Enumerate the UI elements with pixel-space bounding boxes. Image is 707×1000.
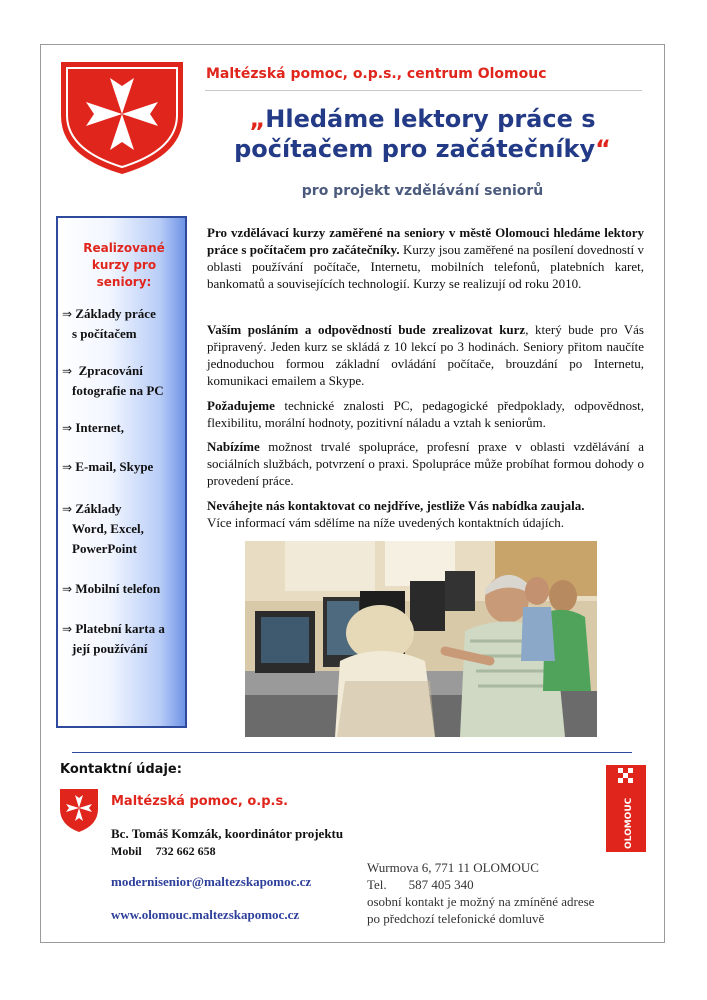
contact-divider [72, 752, 632, 753]
sidebar-title-line-3: seniory: [96, 275, 152, 289]
arrow-icon: ⇒ [62, 582, 73, 596]
paragraph-requirements-text: technické znalosti PC, pedagogické předpoklady, odpovědnost, flexibilitu, morální hodnoty, pozitivní náladu a vztah k seniorům. [207, 398, 644, 430]
sidebar-item-label: Platební karta a [75, 621, 165, 636]
sidebar-item-mobile-phone [62, 579, 160, 599]
olomouc-city-logo [606, 765, 646, 852]
headline-close-quote: “ [595, 135, 611, 163]
sidebar-item-computer-basics [62, 304, 156, 344]
headline-open-quote: „ [249, 105, 266, 133]
contact-organization: Maltézská pomoc, o.p.s. [111, 794, 289, 809]
mobile-number: 732 662 658 [155, 844, 216, 858]
maltese-cross-shield-logo [57, 58, 187, 176]
arrow-icon: ⇒ [62, 502, 73, 516]
contact-note-line-2: po předchozí telefonické domluvě [367, 911, 545, 926]
paragraph-offer-bold: Nabízíme [207, 439, 260, 454]
sidebar-item-label: Zpracování [78, 363, 143, 378]
sidebar-item-label: E-mail, Skype [75, 459, 154, 474]
paragraph-requirements [207, 397, 644, 431]
sidebar-item-payment-card [62, 619, 165, 659]
subheading: pro projekt vzdělávání seniorů [301, 183, 544, 199]
contact-address: Wurmova 6, 771 11 OLOMOUC [367, 860, 539, 875]
contact-address-block [367, 859, 594, 927]
paragraph-call-to-action [207, 497, 644, 531]
sidebar-item-photo-editing [62, 361, 164, 401]
olomouc-logo-text: OLOMOUC [624, 797, 634, 849]
header-divider [205, 90, 642, 91]
arrow-icon: ⇒ [62, 421, 73, 435]
paragraph-requirements-bold: Požadujeme [207, 398, 275, 413]
sidebar-item-label: Základy [75, 501, 122, 516]
sidebar-item-office [62, 499, 144, 559]
sidebar-item-label: fotografie na PC [72, 383, 164, 398]
contact-note-line-1: osobní kontakt je možný na zmíněné adrese [367, 894, 595, 909]
paragraph-cta-text: Více informací vám sdělíme na níže uvedených kontaktních údajích. [207, 515, 565, 530]
headline [200, 104, 645, 164]
headline-line-2: počítačem pro začátečníky [234, 135, 596, 163]
organization-title: Maltézská pomoc, o.p.s., centrum Olomouc [206, 66, 547, 82]
paragraph-offer [207, 438, 644, 489]
arrow-icon: ⇒ [62, 307, 73, 321]
sidebar-item-label: PowerPoint [72, 541, 137, 556]
paragraph-offer-text: možnost trvalé spolupráce, profesní praxe v oblasti vzdělávání a sociálních službách, potvrzení o praxi. Spolupráce může probíhat formou dohody o provedení práce. [207, 439, 644, 488]
paragraph-mission-text: , který bude pro Vás připravený. Jeden kurz se skládá z 10 lekcí po 3 hodinách. Seniory přitom naučíte jednoduchou formou základní ovládání počítače, brouzdání po Internetu, komunikaci emailem a Skype. [207, 322, 644, 388]
sidebar-item-label: Základy práce [75, 306, 156, 321]
contact-email-link[interactable]: modernisenior@maltezskapomoc.cz [111, 874, 312, 889]
sidebar-item-internet [62, 418, 124, 438]
photo-seniors-at-computers [245, 541, 597, 737]
paragraph-mission-bold: Vaším posláním a odpovědností bude zrealizovat kurz [207, 322, 526, 337]
mobile-label: Mobil [111, 844, 142, 858]
paragraph-intro-bold: Pro vzdělávací kurzy zaměřené na seniory v městě Olomouci hledáme lektory práce s počítačem pro začátečníky. [207, 225, 644, 257]
contact-phone [367, 876, 594, 893]
paragraph-intro-text: Kurzy jsou zaměřené na posílení dovedností v oblasti používání počítače, Internetu, mobilních telefonů, platebních karet, bankomatů a souvisejících technologií. Kurzy se realizují od roku 2010. [207, 242, 644, 291]
contact-website-link[interactable]: www.olomouc.maltezskapomoc.cz [111, 907, 300, 922]
phone-label: Tel. [367, 877, 387, 892]
arrow-icon: ⇒ [62, 622, 73, 636]
arrow-icon: ⇒ [62, 364, 73, 378]
sidebar-item-label: Word, Excel, [72, 521, 144, 536]
sidebar-title-line-2: kurzy pro [91, 258, 157, 272]
sidebar-item-email-skype [62, 457, 153, 477]
contact-person: Bc. Tomáš Komzák, koordinátor projektu [111, 826, 344, 841]
sidebar-title-line-1: Realizované [83, 241, 165, 255]
sidebar-item-label: s počítačem [72, 326, 137, 341]
sidebar-title [60, 240, 188, 291]
arrow-icon: ⇒ [62, 460, 73, 474]
sidebar-item-label: Mobilní telefon [75, 581, 161, 596]
headline-line-1: Hledáme lektory práce s [265, 105, 596, 133]
contact-heading: Kontaktní údaje: [60, 762, 182, 777]
maltese-cross-small-logo [58, 787, 100, 833]
contact-mobile [111, 844, 216, 859]
sidebar-item-label: Internet, [75, 420, 125, 435]
phone-number: 587 405 340 [408, 877, 474, 892]
paragraph-mission [207, 321, 644, 389]
paragraph-intro [207, 224, 644, 292]
paragraph-cta-bold: Neváhejte nás kontaktovat co nejdříve, jestliže Vás nabídka zaujala. [207, 498, 585, 513]
sidebar-item-label: její používání [72, 641, 148, 656]
